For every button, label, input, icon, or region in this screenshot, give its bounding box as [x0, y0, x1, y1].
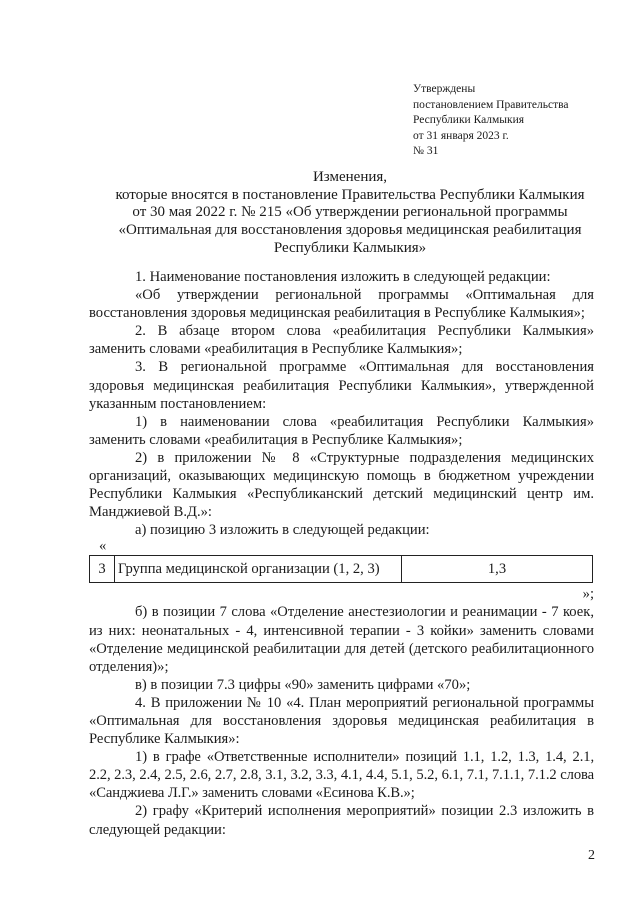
paragraph: 1) в наименовании слова «реабилитация Республики Калмыкия» заменить словами «реабилитация в Республике Калмыкия»;: [89, 413, 594, 448]
table-cell-name: Группа медицинской организации (1, 2, 3): [115, 556, 402, 583]
insert-table: [89, 555, 593, 583]
paragraph: 1. Наименование постановления изложить в следующей редакции:: [135, 269, 551, 285]
table-cell-number: 3: [90, 556, 115, 583]
approval-line: от 31 января 2023 г.: [413, 129, 509, 142]
paragraph: в) в позиции 7.3 цифры «90» заменить цифрами «70»;: [135, 676, 471, 693]
open-quote: «: [99, 538, 107, 555]
paragraph: 2) в приложении № 8 «Структурные подразделения медицинских организаций, оказывающих медицинскую помощь в бюджетном учреждении Республики Калмыкия «Республиканский детский медицинский центр им. Манджиевой В.Д.»:: [89, 449, 594, 521]
title-line: которые вносятся в постановление Правительства Республики Калмыкия: [115, 186, 585, 203]
page-number: 2: [588, 848, 595, 863]
approval-line: Утверждены: [413, 83, 476, 95]
document-title: [60, 169, 640, 258]
approval-line: № 31: [413, 145, 439, 157]
paragraph: б) в позиции 7 слова «Отделение анестезиологии и реанимации - 7 коек, из них: неонатальных - 4, интенсивной терапии - 3 койки» заменить словами «Отделение медицинской реабилитации для детей (детского реабилитационного отделения)»;: [89, 604, 594, 675]
paragraph: 2) графу «Критерий исполнения мероприятий» позиции 2.3 изложить в следующей редакции:: [89, 803, 594, 838]
title-line: Изменения,: [312, 169, 388, 185]
table-cell-value: 1,3: [402, 556, 593, 583]
approval-line: Республики Калмыкия: [413, 114, 525, 126]
paragraph: 4. В приложении № 10 «4. План мероприятий региональной программы «Оптимальная для восстановления здоровья медицинская реабилитация в Республике Калмыкия»:: [89, 694, 594, 748]
paragraph: 1) в графе «Ответственные исполнители» позиций 1.1, 1.2, 1.3, 1.4, 2.1, 2.2, 2.3, 2.4, 2.5, 2.6, 2.7, 2.8, 3.1, 3.2, 3.3, 4.1, 4.4, 5.1, 5.2, 6.1, 7.1, 7.1.1, 7.1.2 слова «Санджиева Л.Г.» заменить словами «Есинова К.В.»;: [89, 749, 594, 802]
title-line: от 30 мая 2022 г. № 215 «Об утверждении региональной программы: [132, 204, 568, 221]
approval-block: [413, 82, 569, 160]
paragraph: 3. В региональной программе «Оптимальная для восстановления здоровья медицинская реабилитация Республики Калмыкия», утвержденной указанным постановлением:: [89, 359, 594, 412]
paragraph: а) позицию 3 изложить в следующей редакции:: [135, 522, 430, 539]
approval-line: постановлением Правительства: [413, 98, 569, 111]
table-row: [90, 556, 593, 583]
paragraph: 2. В абзаце втором слова «реабилитация Республики Калмыкия» заменить словами «реабилитация в Республике Калмыкия»;: [89, 323, 594, 358]
document-body: [89, 268, 594, 839]
close-quote: »;: [582, 586, 594, 603]
title-line: Республики Калмыкия»: [273, 239, 427, 256]
paragraph: «Об утверждении региональной программы «Оптимальная для восстановления здоровья медицинская реабилитация в Республике Калмыкия»;: [89, 287, 594, 322]
title-line: «Оптимальная для восстановления здоровья медицинская реабилитация: [118, 222, 582, 239]
